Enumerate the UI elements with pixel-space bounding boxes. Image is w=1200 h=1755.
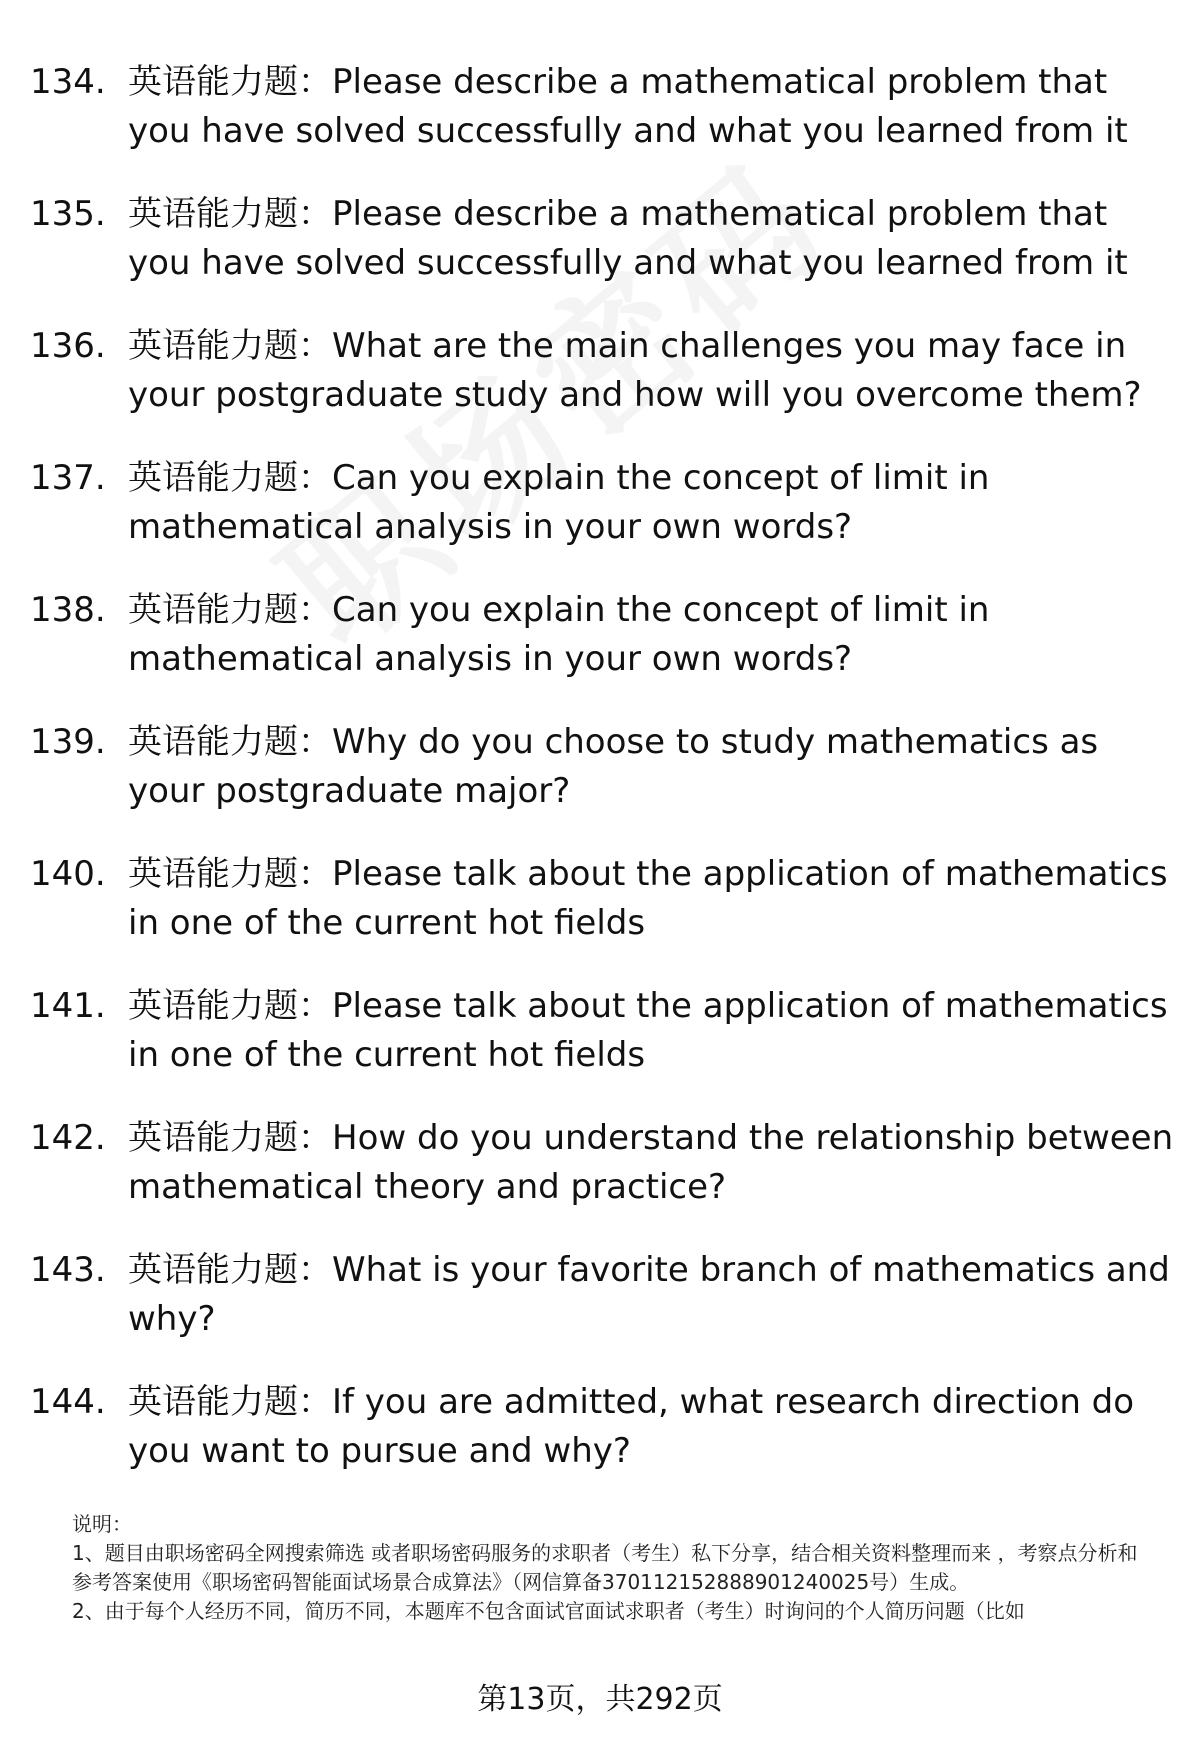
question-prefix: 英语能力题： [128,1118,332,1158]
question-number: 136. [30,326,106,366]
question-body: Can you explain the concept of limit in mathematical analysis in your own words? [128,458,990,547]
question-number: 142. [30,1118,106,1158]
question-text [128,1246,1180,1344]
notes-item-2: 2、由于每个人经历不同，简历不同，本题库不包含面试官面试求职者（考生）时询问的个人简历问题（比如 [72,1599,1025,1623]
question-body: Can you explain the concept of limit in mathematical analysis in your own words? [128,590,990,679]
question-body: Please describe a mathematical problem that you have solved successfully and what you learned from it [128,62,1128,151]
question-body: Why do you choose to study mathematics as your postgraduate major? [128,722,1099,811]
question-item [30,850,1180,948]
question-number: 138. [30,590,106,630]
question-prefix: 英语能力题： [128,722,332,762]
question-prefix: 英语能力题： [128,1250,332,1290]
question-body: Please describe a mathematical problem that you have solved successfully and what you learned from it [128,194,1128,283]
question-body: What is your favorite branch of mathematics and why? [128,1250,1170,1339]
page-footer [0,1680,1200,1720]
question-prefix: 英语能力题： [128,590,332,630]
question-body: If you are admitted, what research direction do you want to pursue and why? [128,1382,1135,1471]
question-text [128,1114,1180,1212]
page-number: 第13页，共292页 [477,1682,723,1717]
question-prefix: 英语能力题： [128,194,332,234]
question-text [128,586,1180,684]
question-item [30,190,1180,288]
question-text [128,718,1180,816]
question-body: Please talk about the application of mathematics in one of the current hot fields [128,986,1168,1075]
question-item [30,586,1180,684]
question-text [128,982,1180,1080]
question-text [128,850,1180,948]
question-number: 143. [30,1250,106,1290]
question-number: 141. [30,986,106,1026]
question-text [128,1378,1180,1476]
question-body: How do you understand the relationship between mathematical theory and practice? [128,1118,1174,1207]
question-prefix: 英语能力题： [128,986,332,1026]
question-prefix: 英语能力题： [128,62,332,102]
question-prefix: 英语能力题： [128,1382,332,1422]
notes-section [72,1510,1152,1626]
question-number: 139. [30,722,106,762]
question-body: What are the main challenges you may face in your postgraduate study and how will you overcome them? [128,326,1142,415]
question-item [30,454,1180,552]
question-body: Please talk about the application of mathematics in one of the current hot fields [128,854,1168,943]
question-item [30,1114,1180,1212]
question-list [30,58,1180,1510]
question-number: 134. [30,62,106,102]
question-item [30,1246,1180,1344]
question-number: 137. [30,458,106,498]
question-prefix: 英语能力题： [128,854,332,894]
question-text [128,190,1180,288]
question-text [128,58,1180,156]
notes-heading: 说明： [72,1512,132,1536]
question-text [128,322,1180,420]
notes-item-1: 1、题目由职场密码全网搜索筛选 或者职场密码服务的求职者（考生）私下分享，结合相关资料整理而来 ，考察点分析和参考答案使用《职场密码智能面试场景合成算法》（网信算备370112152888901240025号）生成。 [72,1541,1138,1594]
question-item [30,718,1180,816]
question-number: 140. [30,854,106,894]
question-text [128,454,1180,552]
question-item [30,1378,1180,1476]
question-number: 144. [30,1382,106,1422]
question-item [30,982,1180,1080]
question-prefix: 英语能力题： [128,326,332,366]
question-number: 135. [30,194,106,234]
question-prefix: 英语能力题： [128,458,332,498]
question-item [30,58,1180,156]
question-item [30,322,1180,420]
